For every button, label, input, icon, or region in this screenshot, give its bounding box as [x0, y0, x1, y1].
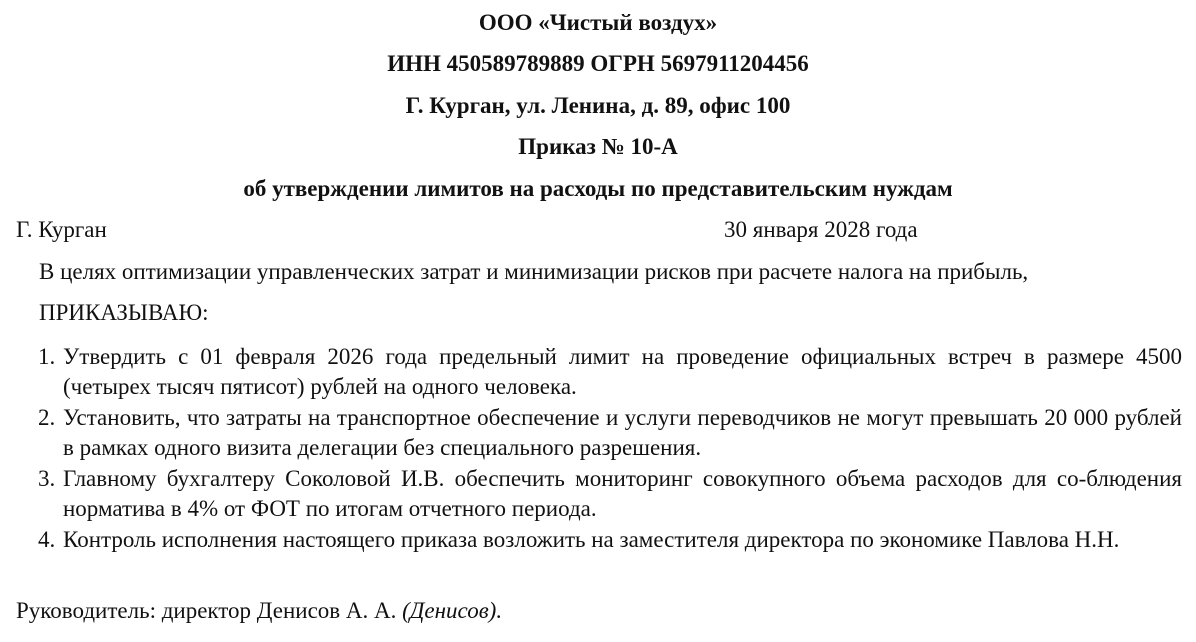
signature-label: Руководитель: директор Денисов А. А. — [16, 598, 397, 623]
order-subject: об утверждении лимитов на расходы по представительским нуждам — [243, 176, 953, 201]
order-item-text: Контроль исполнения настоящего приказа возложить на заместителя директора по экономике Павлова Н.Н. — [63, 527, 1120, 552]
order-item-text: Установить, что затраты на транспортное обеспечение и услуги переводчиков не могут превышать 20 000 рублей в рамках одного визита делегации без специального разрешения. — [63, 405, 1182, 460]
order-item — [38, 525, 1182, 555]
order-preamble: В целях оптимизации управленческих затрат и минимизации рисков при расчете налога на прибыль, — [39, 259, 1029, 284]
order-item-text: Утвердить с 01 февраля 2026 года предельный лимит на проведение официальных встреч в размере 4500 (четырех тысяч пятисот) рублей на одного человека. — [63, 344, 1182, 399]
order-item-number: 2. — [38, 405, 56, 430]
company-registration: ИНН 450589789889 ОГРН 5697911204456 — [387, 51, 809, 76]
order-item — [38, 403, 1182, 463]
order-item-text: Главному бухгалтеру Соколовой И.В. обеспечить мониторинг совокупного объема расходов для со-блюдения норматива в 4% от ФОТ по итогам отчетного периода. — [63, 466, 1182, 521]
order-item — [38, 342, 1182, 402]
order-place: Г. Курган — [16, 217, 107, 242]
order-item-number: 1. — [38, 344, 56, 369]
order-item-number: 3. — [38, 466, 56, 491]
signature-line — [16, 598, 502, 624]
order-item — [38, 464, 1182, 524]
order-date: 30 января 2028 года — [724, 217, 918, 242]
order-item-number: 4. — [38, 527, 56, 552]
company-name: ООО «Чистый воздух» — [478, 10, 718, 35]
signature-mark: (Денисов). — [402, 598, 503, 623]
order-items-list — [38, 342, 1182, 555]
company-address: Г. Курган, ул. Ленина, д. 89, офис 100 — [405, 93, 791, 118]
order-directive: ПРИКАЗЫВАЮ: — [39, 300, 209, 325]
order-title: Приказ № 10-А — [518, 134, 678, 159]
